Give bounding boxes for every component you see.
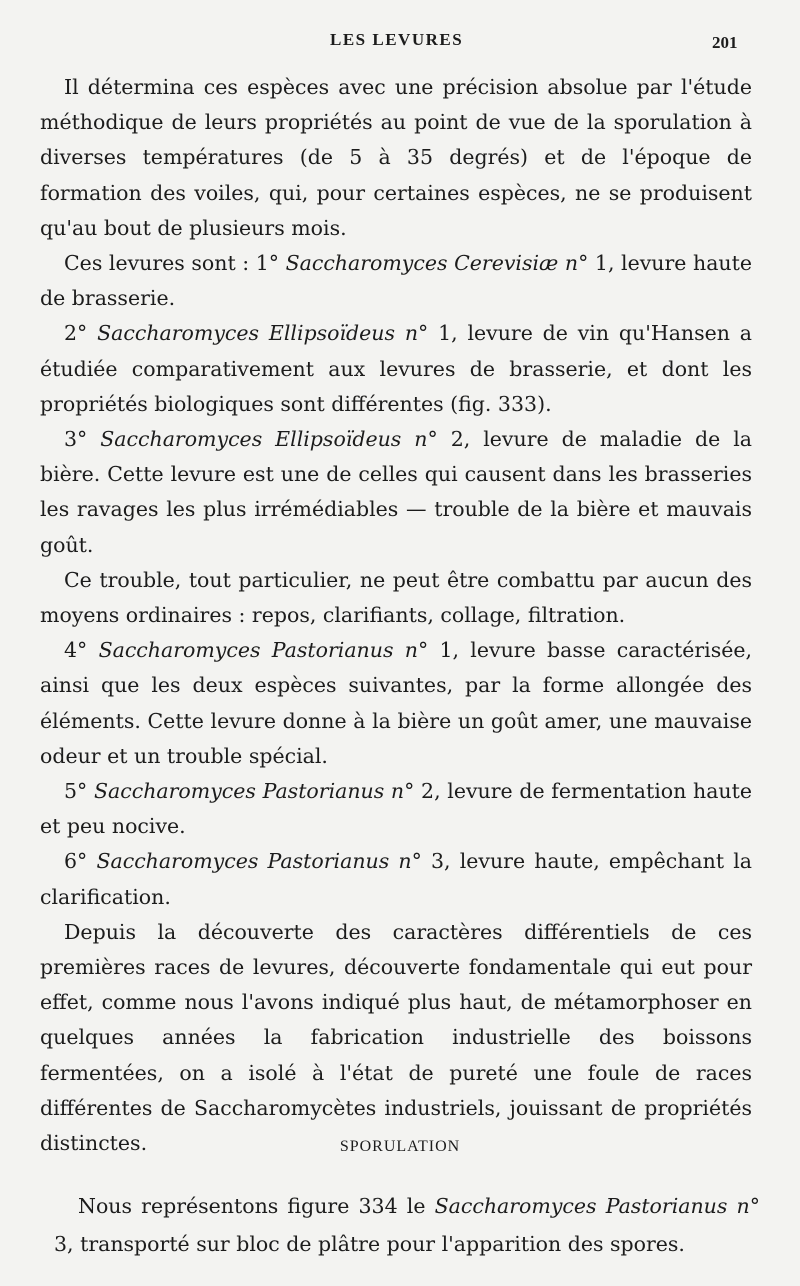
- paragraph-3: [40, 316, 752, 422]
- paragraph-9: [40, 915, 752, 1161]
- paragraph-2: [40, 246, 752, 316]
- text-run: Il détermina ces espèces avec une précision absolue par l'étude méthodique de leurs propriétés au point de vue de la sporulation à diverses températures (de 5 à 35 degrés) et de l'époque de formation des voiles, qui, pour certaines espèces, ne se produisent qu'au bout de plusieurs mois.: [40, 75, 752, 240]
- species-name: Saccharomyces Pastorianus n°: [98, 638, 429, 663]
- section-heading: SPORULATION: [339, 1138, 461, 1155]
- paragraph-1: [40, 70, 752, 246]
- text-run: Ces levures sont : 1°: [64, 251, 286, 276]
- paragraph-8: [40, 844, 752, 914]
- text-run: Ce trouble, tout particulier, ne peut être combattu par aucun des moyens ordinaires : repos, clarifiants, collage, filtration.: [40, 567, 752, 628]
- text-run: 3°: [64, 427, 101, 452]
- text-run: 3, levure haute, empêchant la clarification.: [40, 849, 752, 909]
- text-run: 1, levure basse caractérisée, ainsi que les deux espèces suivantes, par la forme allongée des éléments. Cette levure donne à la bière un goût amer, une mauvaise odeur et un trouble spécial.: [40, 638, 752, 768]
- text-run: 3, transporté sur bloc de plâtre pour l'apparition des spores.: [54, 1232, 685, 1256]
- paragraph-5: [40, 563, 752, 633]
- paragraph-4: [40, 422, 752, 563]
- section-body: [54, 1187, 760, 1263]
- text-run: 1, levure de vin qu'Hansen a étudiée comparativement aux levures de brasserie, et dont les propriétés biologiques sont différentes (fig. 333).: [40, 321, 753, 416]
- species-name: Saccharomyces Pastorianus n°: [96, 849, 422, 874]
- text-run: 4°: [64, 638, 99, 663]
- species-name: Saccharomyces Cerevisiæ n°: [285, 251, 589, 276]
- running-head: LES LEVURES: [330, 30, 464, 49]
- paragraph-6: [40, 633, 752, 774]
- body-text: [40, 70, 752, 1161]
- page-header: [0, 30, 800, 56]
- text-run: 2°: [64, 321, 98, 346]
- species-name: Saccharomyces Ellipsoïdeus n°: [97, 321, 429, 346]
- text-run: Nous représentons figure 334 le: [78, 1194, 435, 1218]
- page-number: 201: [712, 33, 738, 52]
- text-run: Depuis la découverte des caractères différentiels de ces premières races de levures, découverte fondamentale qui eut pour effet, comme nous l'avons indiqué plus haut, de métamorphoser en quelques années la fabrication industrielle des boissons fermentées, on a isolé à l'état de pureté une foule de races différentes de Saccharomycètes industriels, jouissant de propriétés distinctes.: [40, 919, 752, 1156]
- text-run: 6°: [64, 849, 97, 874]
- paragraph-7: [40, 774, 752, 844]
- text-run: 2, levure de fermentation haute et peu nocive.: [40, 779, 753, 839]
- species-name: Saccharomyces Ellipsoïdeus n°: [100, 427, 438, 452]
- text-run: 2, levure de maladie de la bière. Cette levure est une de celles qui causent dans les brasseries les ravages les plus irrémédiables — trouble de la bière et mauvais goût.: [40, 427, 753, 557]
- text-run: 5°: [64, 779, 94, 804]
- text-run: 1, levure haute de brasserie.: [40, 251, 752, 311]
- paragraph-10: [54, 1187, 760, 1263]
- species-name: Saccharomyces Pastorianus n°: [434, 1194, 760, 1218]
- species-name: Saccharomyces Pastorianus n°: [93, 779, 415, 804]
